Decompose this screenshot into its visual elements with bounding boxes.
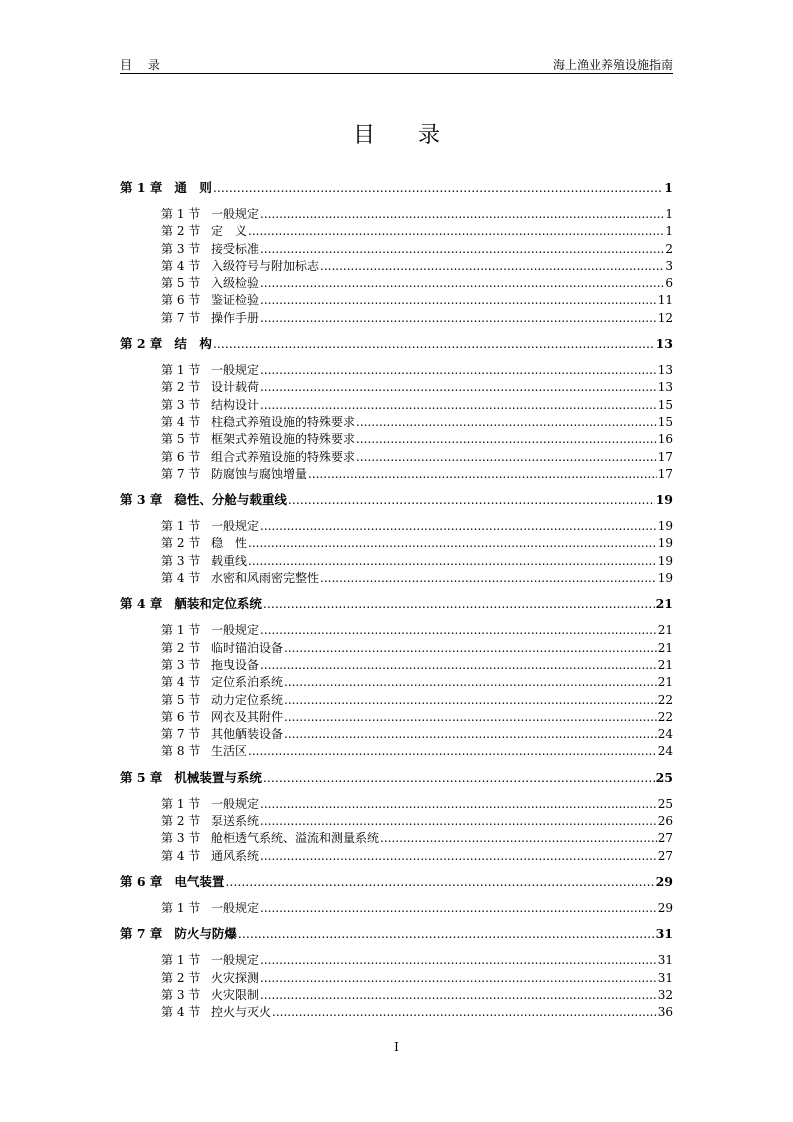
chapter-number: 第 4 章	[120, 596, 163, 612]
leader-dots	[213, 336, 655, 351]
section-number: 第 2 节	[161, 536, 201, 551]
section-title: 柱稳式养殖设施的特殊要求	[211, 414, 356, 429]
section-title: 泵送系统	[211, 814, 260, 829]
section-number: 第 1 节	[161, 363, 201, 378]
section-page-number: 27	[657, 831, 673, 846]
section-page-number: 19	[657, 519, 673, 534]
section-number: 第 5 节	[161, 432, 201, 447]
chapter-number: 第 3 章	[120, 492, 163, 508]
chapter-title: 稳性、分舱与载重线	[174, 492, 287, 508]
section-number: 第 8 节	[161, 744, 201, 759]
section-page-number: 1	[665, 224, 673, 239]
section-page-number: 15	[657, 397, 673, 412]
toc-section-entry[interactable]	[120, 222, 673, 239]
section-number: 第 1 节	[161, 953, 201, 968]
toc-chapter-entry[interactable]	[120, 924, 673, 942]
toc-section-entry[interactable]	[120, 812, 673, 829]
toc-section-entry[interactable]	[120, 274, 673, 291]
leader-dots	[284, 641, 657, 655]
toc-chapter-entry[interactable]	[120, 334, 673, 352]
chapter-title: 通 则	[174, 180, 212, 195]
leader-dots	[260, 971, 657, 985]
section-title: 通风系统	[211, 848, 260, 863]
section-page-number: 32	[657, 987, 673, 1002]
section-page-number: 19	[657, 536, 673, 551]
leader-dots	[284, 693, 657, 707]
section-title: 载重线	[211, 553, 248, 568]
section-number: 第 7 节	[161, 466, 201, 481]
spacer	[120, 508, 673, 517]
leader-dots	[260, 953, 657, 967]
toc-section-entry[interactable]	[120, 430, 673, 447]
toc-chapter-entry[interactable]	[120, 872, 673, 890]
chapter-title: 机械装置与系统	[174, 769, 262, 785]
toc-section-entry[interactable]	[120, 257, 673, 274]
section-number: 第 4 节	[161, 675, 201, 690]
section-title: 一般规定	[211, 207, 260, 221]
section-page-number: 21	[657, 675, 673, 690]
section-title: 控火与灭火	[211, 1005, 272, 1020]
spacer	[120, 786, 673, 795]
section-title: 组合式养殖设施的特殊要求	[211, 449, 356, 464]
section-page-number: 21	[657, 657, 673, 672]
leader-dots	[263, 596, 655, 611]
section-number: 第 2 节	[161, 814, 201, 829]
spacer	[120, 612, 673, 621]
chapter-page-number: 1	[664, 180, 673, 195]
spacer	[120, 352, 673, 361]
section-title: 其他舾装设备	[211, 727, 284, 742]
section-page-number: 17	[657, 466, 673, 481]
section-title: 稳 性	[211, 536, 248, 551]
chapter-page-number: 31	[655, 926, 673, 942]
toc-section-entry[interactable]	[120, 240, 673, 257]
toc-section-entry[interactable]	[120, 742, 673, 759]
section-number: 第 1 节	[161, 623, 201, 638]
leader-dots	[284, 710, 657, 724]
section-title: 接受标准	[211, 241, 260, 256]
toc-section-entry[interactable]	[120, 413, 673, 430]
leader-dots	[284, 675, 657, 689]
leader-dots	[320, 571, 657, 585]
page-header	[120, 56, 673, 74]
leader-dots	[356, 415, 657, 429]
section-number: 第 1 节	[161, 796, 201, 811]
toc-section-entry[interactable]	[120, 378, 673, 395]
section-title: 防腐蚀与腐蚀增量	[211, 466, 308, 481]
section-page-number: 36	[657, 1005, 673, 1020]
leader-dots	[213, 180, 663, 195]
chapter-title: 防火与防爆	[174, 926, 237, 942]
section-number: 第 6 节	[161, 449, 201, 464]
page-title: 目 录	[353, 123, 458, 148]
section-page-number: 29	[657, 900, 673, 915]
section-title: 操作手册	[211, 310, 260, 325]
toc-section-entry[interactable]	[120, 517, 673, 534]
toc-section-entry[interactable]	[120, 396, 673, 413]
section-number: 第 4 节	[161, 848, 201, 863]
leader-dots	[288, 492, 655, 507]
leader-dots	[308, 467, 657, 481]
leader-dots	[248, 536, 657, 550]
leader-dots	[320, 259, 664, 273]
header-right-text: 海上渔业养殖设施指南	[552, 58, 673, 72]
chapter-number: 第 1 章	[120, 180, 163, 195]
leader-dots	[356, 432, 657, 446]
header-left-text: 目 录	[120, 58, 166, 72]
toc-section-entry[interactable]	[120, 361, 673, 378]
leader-dots	[260, 849, 657, 863]
section-title: 舱柜透气系统、溢流和测量系统	[211, 831, 380, 846]
section-title: 入级符号与附加标志	[211, 258, 320, 273]
leader-dots	[260, 901, 657, 915]
toc-section-entry[interactable]	[120, 951, 673, 968]
toc-section-entry[interactable]	[120, 829, 673, 846]
section-page-number: 25	[657, 796, 673, 811]
section-number: 第 4 节	[161, 1005, 201, 1020]
section-title: 火灾限制	[211, 987, 260, 1002]
section-page-number: 3	[665, 258, 673, 273]
section-number: 第 4 节	[161, 414, 201, 429]
leader-dots	[260, 797, 657, 811]
toc-section-entry[interactable]	[120, 569, 673, 586]
section-page-number: 21	[657, 623, 673, 638]
section-title: 火灾探测	[211, 970, 260, 985]
section-number: 第 1 节	[161, 519, 201, 534]
section-title: 一般规定	[211, 900, 260, 915]
toc-section-entry[interactable]	[120, 708, 673, 725]
toc-section-entry[interactable]	[120, 969, 673, 986]
section-number: 第 5 节	[161, 276, 201, 291]
leader-dots	[260, 398, 657, 412]
toc-section-entry[interactable]	[120, 691, 673, 708]
section-page-number: 13	[657, 363, 673, 378]
toc-section-entry[interactable]	[120, 795, 673, 812]
section-title: 定 义	[211, 224, 248, 239]
section-page-number: 13	[657, 380, 673, 395]
toc-chapter-entry[interactable]	[120, 490, 673, 508]
section-page-number: 15	[657, 414, 673, 429]
section-title: 一般规定	[211, 519, 260, 534]
spacer	[120, 196, 673, 205]
toc-section-entry[interactable]	[120, 639, 673, 656]
section-number: 第 4 节	[161, 258, 201, 273]
spacer	[120, 890, 673, 899]
chapter-title: 舾装和定位系统	[174, 596, 262, 612]
section-title: 拖曳设备	[211, 657, 260, 672]
section-page-number: 22	[657, 692, 673, 707]
toc-section-entry[interactable]	[120, 534, 673, 551]
chapter-number: 第 7 章	[120, 926, 163, 942]
chapter-page-number: 13	[655, 336, 673, 352]
toc-section-entry[interactable]	[120, 673, 673, 690]
chapter-page-number: 25	[655, 769, 673, 785]
section-title: 动力定位系统	[211, 692, 284, 707]
page-number: I	[394, 1040, 399, 1054]
section-page-number: 31	[657, 953, 673, 968]
section-title: 临时锚泊设备	[211, 640, 284, 655]
section-page-number: 16	[657, 432, 673, 447]
leader-dots	[260, 658, 657, 672]
section-title: 一般规定	[211, 796, 260, 811]
chapter-page-number: 29	[655, 873, 673, 889]
leader-dots	[260, 276, 664, 290]
section-number: 第 3 节	[161, 553, 201, 568]
section-page-number: 17	[657, 449, 673, 464]
section-title: 网衣及其附件	[211, 709, 284, 724]
leader-dots	[260, 207, 664, 221]
toc-section-entry[interactable]	[120, 847, 673, 864]
section-number: 第 3 节	[161, 397, 201, 412]
toc-section-entry[interactable]	[120, 1003, 673, 1020]
section-number: 第 1 节	[161, 207, 201, 221]
section-page-number: 19	[657, 571, 673, 586]
toc-chapter-entry[interactable]	[120, 594, 673, 612]
leader-dots	[260, 311, 657, 325]
section-page-number: 11	[657, 293, 673, 308]
section-number: 第 3 节	[161, 657, 201, 672]
leader-dots	[260, 814, 657, 828]
section-number: 第 3 节	[161, 987, 201, 1002]
chapter-number: 第 6 章	[120, 873, 163, 889]
leader-dots	[260, 363, 657, 377]
section-number: 第 5 节	[161, 692, 201, 707]
section-title: 一般规定	[211, 953, 260, 968]
section-number: 第 2 节	[161, 224, 201, 239]
toc-section-entry[interactable]	[120, 725, 673, 742]
toc-section-entry[interactable]	[120, 448, 673, 465]
section-number: 第 7 节	[161, 310, 201, 325]
section-number: 第 1 节	[161, 900, 201, 915]
section-page-number: 24	[657, 744, 673, 759]
section-title: 设计载荷	[211, 380, 260, 395]
chapter-page-number: 21	[655, 596, 673, 612]
leader-dots	[380, 831, 657, 845]
section-page-number: 24	[657, 727, 673, 742]
leader-dots	[248, 744, 657, 758]
toc-chapter-entry[interactable]	[120, 768, 673, 786]
section-page-number: 6	[665, 276, 673, 291]
section-title: 一般规定	[211, 363, 260, 378]
section-title: 结构设计	[211, 397, 260, 412]
toc-section-entry[interactable]	[120, 656, 673, 673]
section-title: 水密和风雨密完整性	[211, 571, 320, 586]
section-title: 定位系泊系统	[211, 675, 284, 690]
section-number: 第 3 节	[161, 241, 201, 256]
section-page-number: 31	[657, 970, 673, 985]
table-of-contents	[120, 178, 673, 1020]
toc-chapter-entry[interactable]	[120, 178, 673, 196]
leader-dots	[284, 727, 657, 741]
section-number: 第 6 节	[161, 293, 201, 308]
section-title: 入级检验	[211, 276, 260, 291]
leader-dots	[260, 380, 657, 394]
section-title: 生活区	[211, 744, 248, 759]
section-page-number: 19	[657, 553, 673, 568]
leader-dots	[260, 519, 657, 533]
section-page-number: 2	[665, 241, 673, 256]
section-title: 一般规定	[211, 623, 260, 638]
section-number: 第 7 节	[161, 727, 201, 742]
section-page-number: 22	[657, 709, 673, 724]
toc-section-entry[interactable]	[120, 986, 673, 1003]
toc-section-entry[interactable]	[120, 465, 673, 482]
leader-dots	[248, 554, 657, 568]
section-number: 第 3 节	[161, 831, 201, 846]
section-title: 鉴证检验	[211, 293, 260, 308]
toc-section-entry[interactable]	[120, 621, 673, 638]
toc-section-entry[interactable]	[120, 291, 673, 308]
section-number: 第 2 节	[161, 380, 201, 395]
spacer	[120, 942, 673, 951]
chapter-page-number: 19	[655, 492, 673, 508]
leader-dots	[260, 988, 657, 1002]
section-number: 第 6 节	[161, 709, 201, 724]
section-page-number: 21	[657, 640, 673, 655]
chapter-number: 第 2 章	[120, 336, 163, 352]
chapter-number: 第 5 章	[120, 769, 163, 785]
leader-dots	[238, 926, 655, 941]
leader-dots	[272, 1005, 657, 1019]
toc-section-entry[interactable]	[120, 899, 673, 916]
leader-dots	[260, 293, 657, 307]
toc-section-entry[interactable]	[120, 205, 673, 222]
section-number: 第 2 节	[161, 970, 201, 985]
leader-dots	[225, 874, 654, 889]
toc-section-entry[interactable]	[120, 309, 673, 326]
leader-dots	[248, 224, 664, 238]
chapter-title: 电气装置	[174, 873, 225, 889]
chapter-title: 结 构	[174, 336, 212, 352]
toc-section-entry[interactable]	[120, 552, 673, 569]
leader-dots	[260, 242, 664, 256]
leader-dots	[263, 770, 655, 785]
leader-dots	[260, 623, 657, 637]
section-number: 第 2 节	[161, 640, 201, 655]
section-page-number: 12	[657, 310, 673, 325]
section-title: 框架式养殖设施的特殊要求	[211, 432, 356, 447]
section-page-number: 27	[657, 848, 673, 863]
section-page-number: 1	[665, 207, 673, 221]
section-page-number: 26	[657, 814, 673, 829]
leader-dots	[356, 450, 657, 464]
section-number: 第 4 节	[161, 571, 201, 586]
